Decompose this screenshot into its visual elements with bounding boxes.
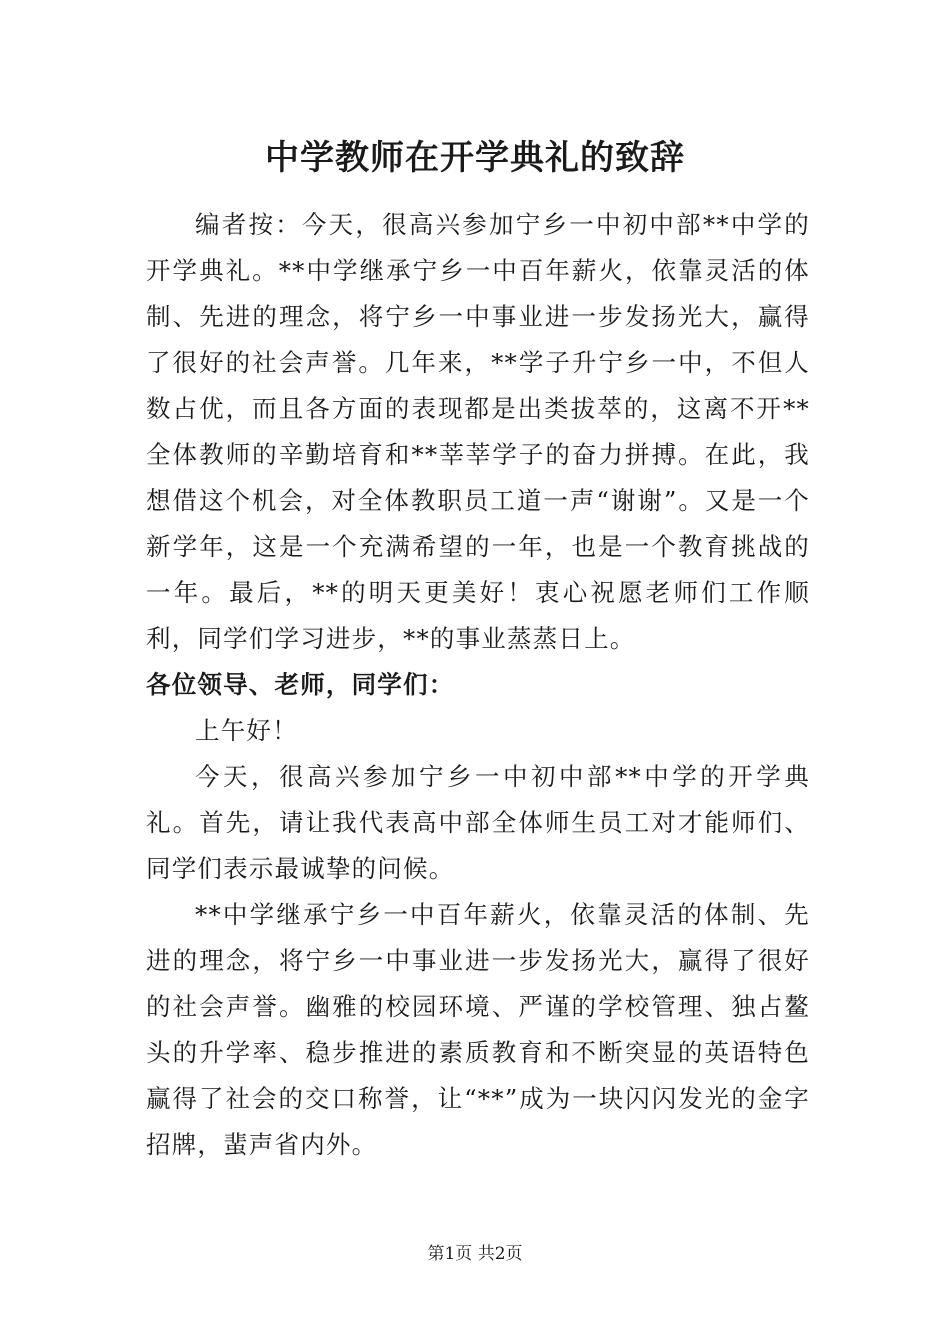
editor-note-paragraph: 编者按：今天，很高兴参加宁乡一中初中部**中学的开学典礼。**中学继承宁乡一中百年薪火，依靠灵活的体制、先进的理念，将宁乡一中事业进一步发扬光大，赢得了很好的社会声誉。几年来，**学子升宁乡一中，不但人数占优，而且各方面的表现都是出类拔萃的，这离不开**全体教师的辛勤培育和**莘莘学子的奋力拼搏。在此，我想借这个机会，对全体教职员工道一声“谢谢”。又是一个新学年，这是一个充满希望的一年，也是一个教育挑战的一年。最后，**的明天更美好！衷心祝愿老师们工作顺利，同学们学习进步，**的事业蒸蒸日上。 [146,210,810,653]
page-footer: 第1页 共2页 [427,1244,523,1264]
body-paragraph-2: **中学继承宁乡一中百年薪火，依靠灵活的体制、先进的理念，将宁乡一中事业进一步发扬光大，赢得了很好的社会声誉。幽雅的校园环境、严谨的学校管理、独占鳌头的升学率、稳步推进的素质教育和不断突显的英语特色赢得了社会的交口称誉，让“**”成为一块闪闪发光的金字招牌，蜚声省内外。 [146,900,810,1159]
greeting-paragraph: 上午好！ [195,716,298,745]
document-title: 中学教师在开学典礼的致辞 [265,138,685,178]
document-body [146,202,810,1168]
salutation: 各位领导、老师，同学们： [146,670,455,699]
body-paragraph-1: 今天，很高兴参加宁乡一中初中部**中学的开学典礼。首先，请让我代表高中部全体师生员工对才能师们、同学们表示最诚挚的问候。 [146,762,810,883]
